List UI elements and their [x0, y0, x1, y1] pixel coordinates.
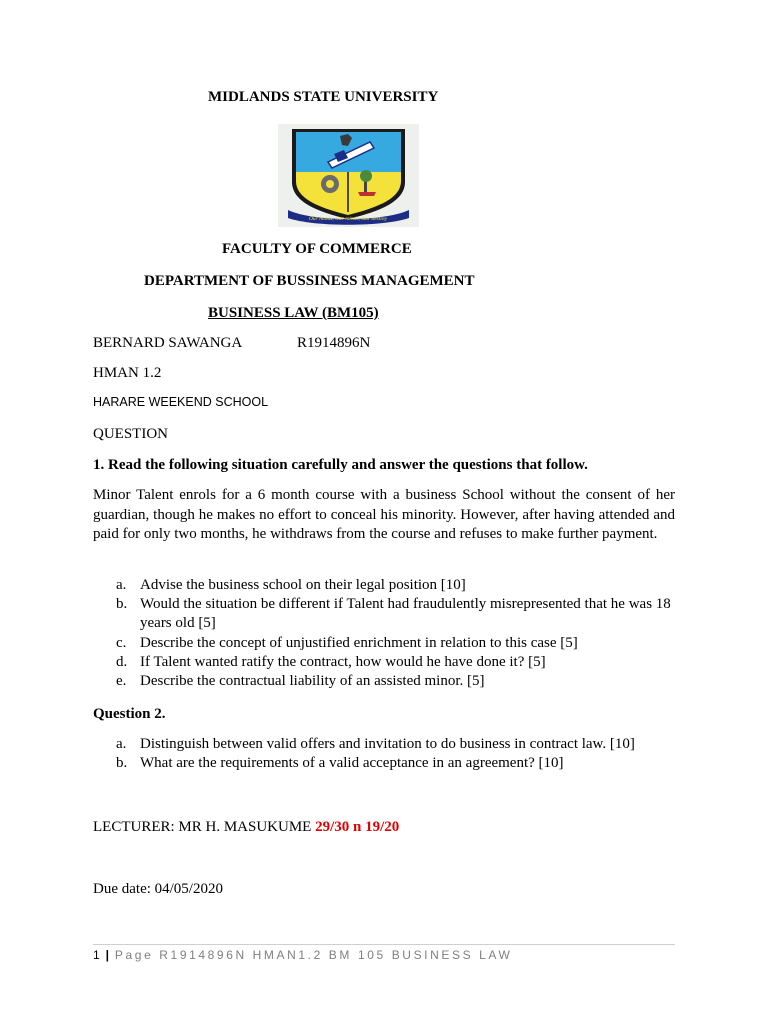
university-crest — [278, 124, 419, 227]
university-title: MIDLANDS STATE UNIVERSITY — [208, 89, 439, 105]
list-item: If Talent wanted ratify the contract, how would he have done it? [5] — [140, 654, 546, 670]
list-item-letter: b. — [116, 755, 128, 771]
list-item: Would the situation be different if Talent had fraudulently misrepresented that he was 18 years old [5] — [140, 596, 671, 631]
course-title: BUSINESS LAW (BM105) — [208, 305, 379, 321]
student-reg-number: R1914896N — [297, 335, 371, 351]
question1-scenario: Minor Talent enrols for a 6 month course with a business School without the consent of her guardian, though he makes no effort to conceal his minority. However, after having attended and paid for only two months, he withdraws from the course and refuses to make further payment. — [93, 487, 675, 542]
list-item: What are the requirements of a valid acceptance in an agreement? [10] — [140, 755, 564, 771]
list-item: Advise the business school on their legal position [10] — [140, 577, 466, 593]
question1-heading: 1. Read the following situation carefully and answer the questions that follow. — [93, 457, 588, 473]
footer-divider — [93, 944, 675, 945]
lecturer-name: LECTURER: MR H. MASUKUME — [93, 819, 312, 835]
list-item-letter: c. — [116, 635, 127, 651]
list-item-letter: a. — [116, 736, 127, 752]
list-item-letter: b. — [116, 596, 128, 612]
list-item-letter: a. — [116, 577, 127, 593]
list-item: Describe the contractual liability of an assisted minor. [5] — [140, 673, 485, 689]
lecturer-line — [93, 818, 399, 836]
due-date: Due date: 04/05/2020 — [93, 881, 223, 897]
question2-heading: Question 2. — [93, 706, 166, 722]
list-item-letter: d. — [116, 654, 128, 670]
student-programme: HMAN 1.2 — [93, 365, 162, 381]
student-name: BERNARD SAWANGA — [93, 335, 243, 351]
footer-text: Page R1914896N HMAN1.2 BM 105 BUSINESS LAW — [114, 948, 513, 962]
list-item: Describe the concept of unjustified enrichment in relation to this case [5] — [140, 635, 578, 651]
list-item-letter: e. — [116, 673, 127, 689]
page-footer — [93, 948, 512, 962]
footer-separator: | — [105, 948, 109, 962]
faculty-title: FACULTY OF COMMERCE — [222, 241, 412, 257]
crest-motto: Our hands, Our minds, Our destiny — [308, 216, 388, 222]
marks-score: 29/30 n 19/20 — [315, 819, 400, 835]
student-school: HARARE WEEKEND SCHOOL — [93, 395, 269, 409]
list-item: Distinguish between valid offers and invitation to do business in contract law. [10] — [140, 736, 635, 752]
question-label: QUESTION — [93, 426, 168, 442]
department-title: DEPARTMENT OF BUSSINESS MANAGEMENT — [144, 273, 475, 289]
page-number: 1 — [93, 948, 100, 962]
